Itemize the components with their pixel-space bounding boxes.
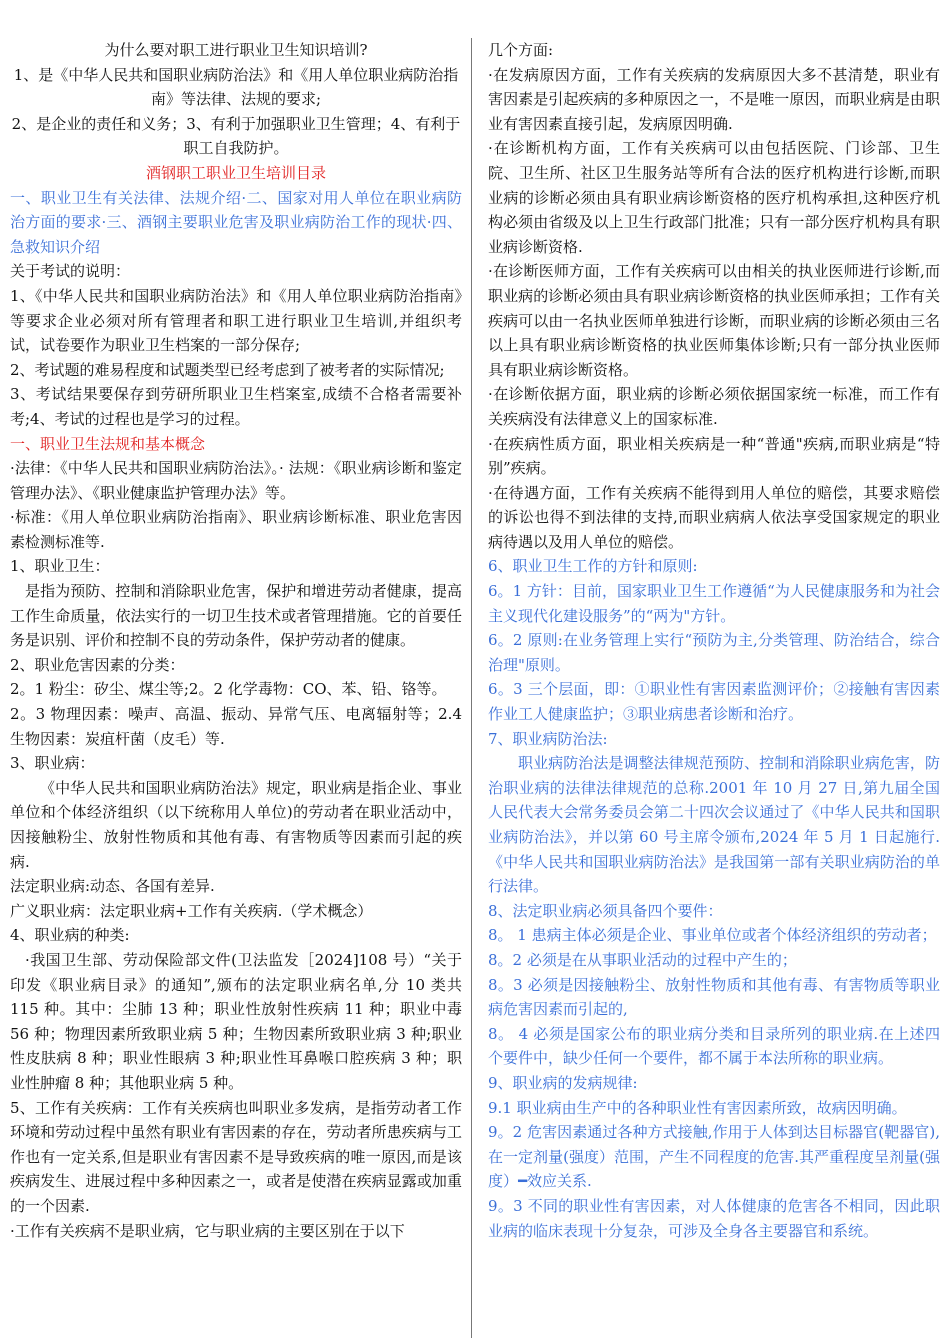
- left-paragraph: 2。3 物理因素：噪声、高温、振动、异常气压、电离辐射等；2.4 生物因素：炭疽杆菌（皮毛）等.: [10, 705, 462, 748]
- left-paragraph: 1、职业卫生：: [10, 557, 110, 576]
- right-paragraph: ·在疾病性质方面，职业相关疾病是一种“普通"疾病,而职业病是“特别”疾病。: [488, 434, 940, 478]
- left-paragraph: ·标准：《用人单位职业病防治指南》、职业病诊断标准、职业危害因素检测标准等.: [10, 508, 462, 551]
- right-paragraph: ·在诊断医师方面，工作有关疾病可以由相关的执业医师进行诊断,而职业病的诊断必须由具有职业病诊断资格的执业医师承担；工作有关疾病可以由一名执业医师单独进行诊断，而职业病的诊断必须由三名以上具有职业病诊断资格的执业医师集体诊断;只有一部分执业医师具有职业病诊断资格。: [488, 262, 940, 379]
- left-paragraph: 1、是《中华人民共和国职业病防治法》和《用人单位职业病防治指南》等法律、法规的要求;: [13, 65, 459, 109]
- right-paragraph: ·在诊断机构方面，工作有关疾病可以由包括医院、门诊部、卫生院、卫生所、社区卫生服务站等所有合法的医疗机构进行诊断,而职业病的诊断必须由具有职业病诊断资格的医疗机构承担,这种医疗机构必须由省级及以上卫生行政部门批准；只有一部分医疗机构具有职业病诊断资格.: [488, 139, 940, 256]
- left-paragraph: 关于考试的说明：: [10, 262, 131, 281]
- left-paragraph: 法定职业病:动态、各国有差异.: [10, 877, 215, 896]
- column-divider: [471, 38, 472, 1338]
- right-paragraph: 8。3 必须是因接触粉尘、放射性物质和其他有毒、有害物质等职业病危害因素而引起的,: [488, 975, 940, 1019]
- left-paragraph: 一、职业卫生法规和基本概念: [10, 434, 206, 453]
- left-paragraph: 5、工作有关疾病：工作有关疾病也叫职业多发病，是指劳动者工作环境和劳动过程中虽然有职业有害因素的存在，劳动者所患疾病与工作也有一定关系,但是职业有害因素不是导致疾病的唯一原因,而是该疾病发生、进展过程中多种因素之一，或者是使潜在疾病显露或加重的一个因素.: [10, 1098, 462, 1215]
- left-column: [10, 38, 462, 1243]
- left-paragraph: 2、考试题的难易程度和试题类型已经考虑到了被考者的实际情况;: [10, 360, 445, 379]
- right-paragraph: 9、职业病的发病规律:: [488, 1073, 638, 1092]
- right-paragraph: 9.1 职业病由生产中的各种职业性有害因素所致，故病因明确。: [488, 1098, 907, 1117]
- left-paragraph: 2。1 粉尘：矽尘、煤尘等;2。2 化学毒物：CO、苯、铅、铬等。: [10, 680, 447, 699]
- left-paragraph: 酒钢职工职业卫生培训目录: [145, 163, 326, 182]
- right-paragraph: 6。3 三个层面，即：①职业性有害因素监测评价；②接触有害因素作业工人健康监护；③职业病患者诊断和治疗。: [488, 680, 940, 724]
- left-paragraph: ·我国卫生部、劳动保险部文件(卫法监发［2024]108 号）“关于印发《职业病目录》的通知”,颁布的法定职业病名单,分 10 类共 115 种。其中：尘肺 13 种；职业性放射性疾病 11 种；职业中毒 56 种；物理因素所致职业病 5 种；生物因素所致职业病 3 种;职业性皮肤病 8 种；职业性眼病 3 种;职业性耳鼻喉口腔疾病 3 种；职业性肿瘤 8 种；其他职业病 5 种。: [10, 950, 462, 1092]
- right-paragraph: 职业病防治法是调整法律规范预防、控制和消除职业病危害，防治职业病的法律法律规范的总称.2001 年 10 月 27 日,第九届全国人民代表大会常务委员会第二十四次会议通过了《中华人民共和国职业病防治法》，并以第 60 号主席令颁布,2024 年 5 月 1 日起施行.《中华人民共和国职业病防治法》是我国第一部有关职业病防治的单行法律。: [488, 754, 940, 896]
- right-column: [488, 38, 940, 1243]
- left-paragraph: 是指为预防、控制和消除职业危害，保护和增进劳动者健康，提高工作生命质量，依法实行的一切卫生技术或者管理措施。它的首要任务是识别、评价和控制不良的劳动条件，保护劳动者的健康。: [10, 582, 462, 650]
- right-paragraph: ·在发病原因方面，工作有关疾病的发病原因大多不甚清楚，职业有害因素是引起疾病的多种原因之一，不是唯一原因，而职业病是由职业有害因素直接引起，发病原因明确.: [488, 65, 940, 133]
- right-paragraph: ·在待遇方面，工作有关疾病不能得到用人单位的赔偿，其要求赔偿的诉讼也得不到法律的支持,而职业病病人依法享受国家规定的职业病待遇以及用人单位的赔偿。: [488, 483, 940, 551]
- left-paragraph: 1、《中华人民共和国职业病防治法》和《用人单位职业病防治指南》等要求企业必须对所有管理者和职工进行职业卫生培训,并组织考试，试卷要作为职业卫生档案的一部分保存;: [10, 286, 462, 355]
- left-paragraph: 2、职业危害因素的分类：: [10, 655, 185, 674]
- left-paragraph: 3、职业病：: [10, 754, 95, 773]
- left-paragraph: 一、职业卫生有关法律、法规介绍·二、国家对用人单位在职业病防治方面的要求·三、酒钢主要职业危害及职业病防治工作的现状·四、急救知识介绍: [10, 188, 462, 256]
- left-paragraph: ·法律：《中华人民共和国职业病防治法》。· 法规：《职业病诊断和鉴定管理办法》、《职业健康监护管理办法》等。: [10, 459, 462, 502]
- left-paragraph: 2、是企业的责任和义务；3、有利于加强职业卫生管理；4、有利于职工自我防护。: [11, 114, 461, 158]
- right-paragraph: ·在诊断依据方面，职业病的诊断必须依据国家统一标准，而工作有关疾病没有法律意义上的国家标准.: [488, 385, 940, 428]
- right-paragraph: 8、法定职业病必须具备四个要件：: [488, 901, 723, 920]
- right-paragraph: 8。 1 患病主体必须是企业、事业单位或者个体经济组织的劳动者；: [488, 926, 937, 945]
- left-paragraph: ·工作有关疾病不是职业病，它与职业病的主要区别在于以下: [10, 1221, 405, 1240]
- left-paragraph: 《中华人民共和国职业病防治法》规定，职业病是指企业、事业单位和个体经济组织（以下统称用人单位)的劳动者在职业活动中，因接触粉尘、放射性物质和其他有毒、有害物质等因素而引起的疾病.: [10, 778, 462, 871]
- left-paragraph: 4、职业病的种类:: [10, 926, 130, 945]
- right-paragraph: 7、职业病防治法:: [488, 729, 608, 748]
- right-paragraph: 8。 4 必须是国家公布的职业病分类和目录所列的职业病.在上述四个要件中，缺少任何一个要件，都不属于本法所称的职业病。: [488, 1024, 940, 1068]
- left-paragraph: 广义职业病：法定职业病+工作有关疾病.（学术概念）: [10, 901, 373, 920]
- right-paragraph: 8。2 必须是在从事职业活动的过程中产生的；: [488, 950, 797, 969]
- right-paragraph: 6。1 方针：目前，国家职业卫生工作遵循“为人民健康服务和为社会主义现代化建设服务”的“两为"方针。: [488, 582, 940, 625]
- left-paragraph: 3、考试结果要保存到劳研所职业卫生档案室,成绩不合格者需要补考;4、考试的过程也是学习的过程。: [10, 385, 462, 428]
- right-paragraph: 几个方面:: [488, 41, 554, 59]
- left-paragraph: 为什么要对职工进行职业卫生知识培训?: [104, 41, 368, 59]
- right-paragraph: 9。3 不同的职业性有害因素，对人体健康的危害各不相同，因此职业病的临床表现十分复杂，可涉及全身各主要器官和系统。: [488, 1196, 940, 1240]
- right-paragraph: 9。2 危害因素通过各种方式接触,作用于人体到达目标器官(靶器官),在一定剂量(强度）范围，产生不同程度的危害.其严重程度呈剂量(强度）━效应关系.: [488, 1123, 940, 1191]
- right-paragraph: 6、职业卫生工作的方针和原则:: [488, 557, 698, 576]
- right-paragraph: 6。2 原则:在业务管理上实行“预防为主,分类管理、防治结合，综合治理"原则。: [488, 631, 940, 674]
